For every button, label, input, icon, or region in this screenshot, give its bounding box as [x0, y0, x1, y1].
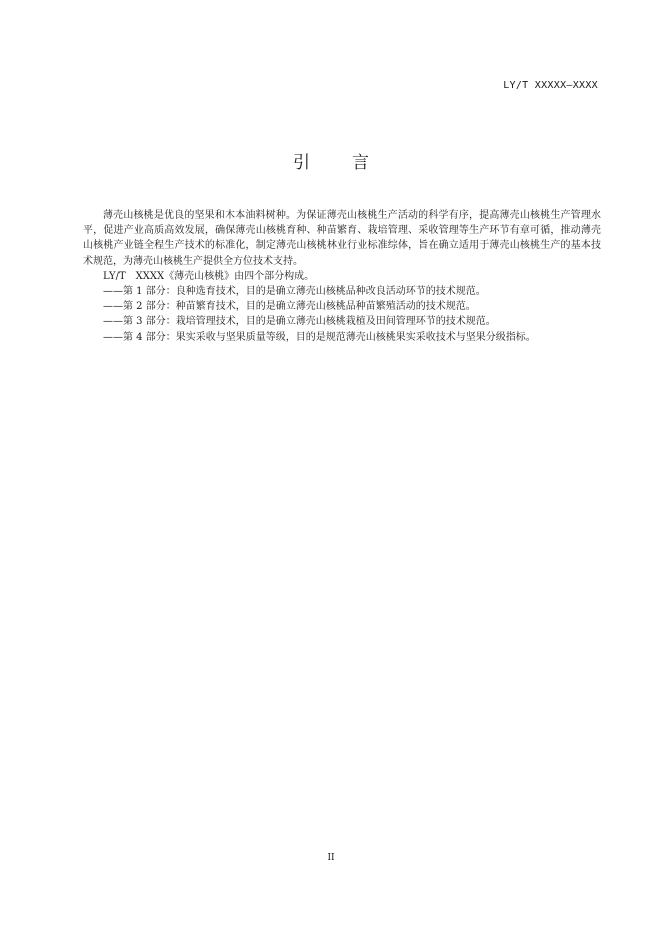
- page-number: II: [327, 853, 335, 863]
- list-item: ——第 3 部分：栽培管理技术，目的是确立薄壳山核桃栽植及田间管理环节的技术规范。: [103, 316, 496, 328]
- document-body: [83, 208, 601, 345]
- intro-paragraph: 薄壳山核桃是优良的坚果和木本油料树种。为保证薄壳山核桃生产活动的科学有序，提高薄壳山核桃生产管理水平，促进产业高质高效发展，确保薄壳山核桃育种、种苗繁育、栽培管理、采收管理等生产环节有章可循，推动薄壳山核桃产业链全程生产技术的标准化，制定薄壳山核桃林业行业标准综体，旨在确立适用于薄壳山核桃生产的基本技术规范，为薄壳山核桃生产提供全方位技术支持。: [83, 210, 601, 267]
- list-item: ——第 4 部分：果实采收与坚果质量等级，目的是规范薄壳山核桃果实采收技术与坚果分级指标。: [103, 331, 536, 343]
- page-title: 引言: [293, 153, 411, 173]
- list-item: ——第 2 部分：种苗繁育技术，目的是确立薄壳山核桃品种苗繁殖活动的技术规范。: [103, 301, 476, 313]
- list-item: ——第 1 部分：良种选育技术，目的是确立薄壳山核桃品种改良活动环节的技术规范。: [103, 286, 486, 298]
- composition-paragraph: LY/T XXXX《薄壳山核桃》由四个部分构成。: [103, 270, 315, 282]
- standard-code: LY/T XXXXX—XXXX: [503, 80, 598, 91]
